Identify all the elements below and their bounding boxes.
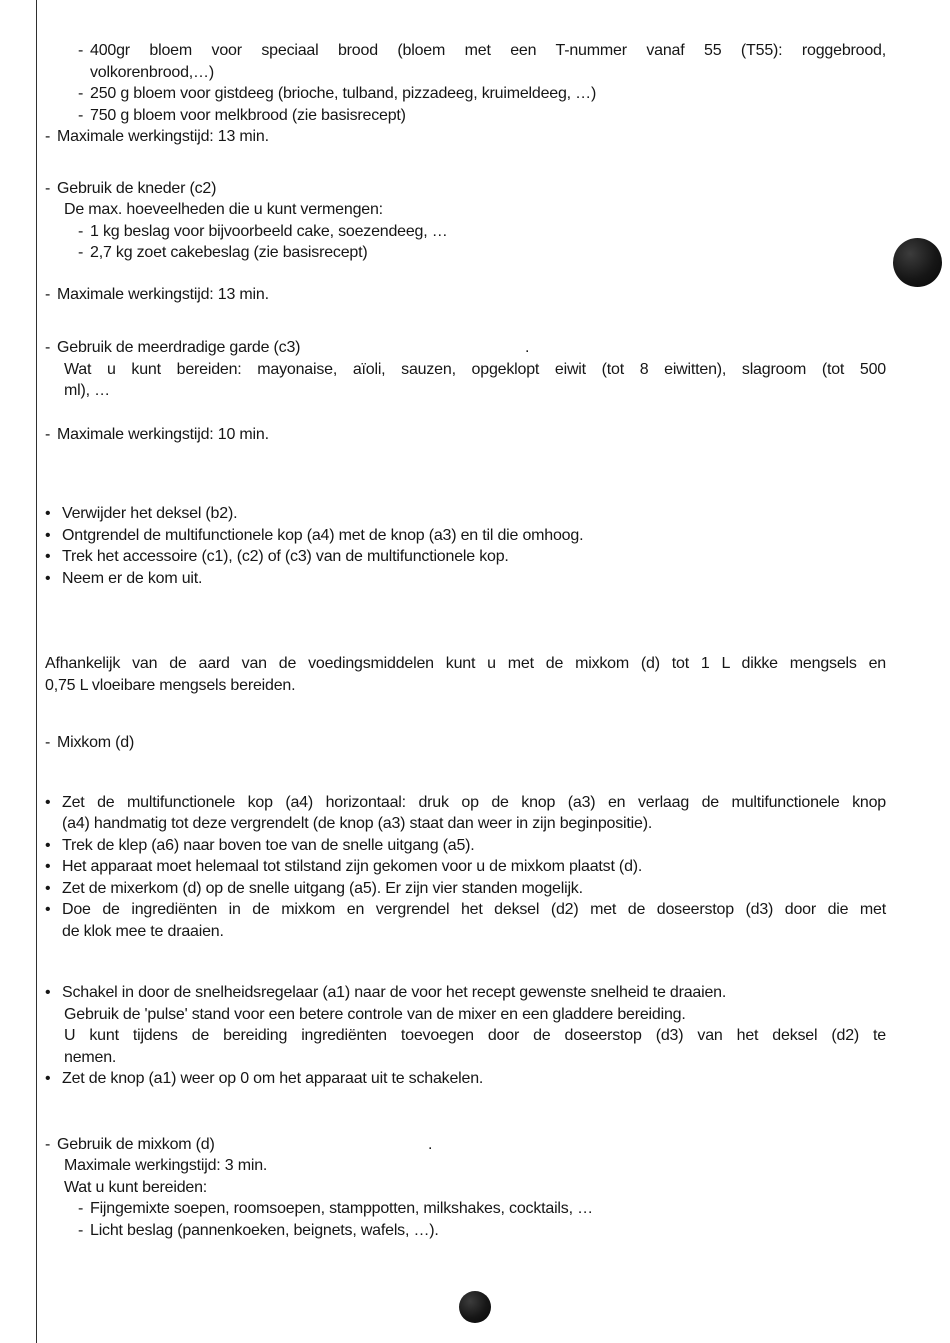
- paragraph-text: Afhankelijk van de aard van de voedingsmiddelen kunt u met de mixkom (d) tot 1 L dikke mengsels en: [45, 655, 886, 672]
- bullet-item: [45, 835, 886, 857]
- dash-marker: -: [45, 128, 51, 145]
- max-time-line: [45, 126, 886, 148]
- list-item-continuation: [90, 62, 886, 84]
- list-item: [78, 105, 886, 127]
- section-kneader: [45, 178, 886, 264]
- bullet-item-text: Doe de ingrediënten in de mixkom en vergrendel het deksel (d2) met de doseerstop (d3) door die met: [62, 901, 886, 918]
- max-time-text: Maximale werkingstijd: 13 min.: [57, 128, 269, 145]
- punch-hole-bottom: [459, 1291, 491, 1323]
- bullet-item: [45, 525, 886, 547]
- bullet-item-text: Zet de knop (a1) weer op 0 om het apparaat uit te schakelen.: [62, 1070, 484, 1087]
- list-item-text: 400gr bloem voor speciaal brood (bloem met een T-nummer vanaf 55 (T55): roggebrood,: [90, 42, 886, 59]
- dash-marker: -: [78, 42, 84, 59]
- bullet-marker: •: [45, 1070, 51, 1087]
- dash-marker: -: [45, 179, 51, 197]
- max-time-text: Maximale werkingstijd: 10 min.: [57, 425, 269, 443]
- bullet-item-text: de klok mee te draaien.: [62, 922, 224, 940]
- bullet-marker: •: [45, 858, 51, 875]
- bullet-marker: •: [45, 548, 51, 565]
- paragraph-line: [64, 359, 886, 381]
- list-item-text: Licht beslag (pannenkoeken, beignets, wafels, …).: [90, 1221, 439, 1239]
- bullet-marker: •: [45, 879, 51, 897]
- max-time-line: [45, 424, 886, 446]
- bullet-item: [45, 856, 886, 878]
- section-whisk-max-time: [45, 424, 886, 446]
- list-item-text: 1 kg beslag voor bijvoorbeeld cake, soezendeeg, …: [90, 222, 448, 240]
- list-item-text: 2,7 kg zoet cakebeslag (zie basisrecept): [90, 244, 368, 261]
- section-flour-quantities: [45, 40, 886, 148]
- dash-marker: -: [45, 1135, 51, 1153]
- bullet-item-text: Ontgrendel de multifunctionele kop (a4) met de knop (a3) en til die omhoog.: [62, 526, 584, 544]
- bullet-item-continuation: [64, 1025, 886, 1047]
- list-item: [78, 40, 886, 62]
- max-time-text: Maximale werkingstijd: 13 min.: [57, 285, 269, 303]
- bullet-item-text: Trek het accessoire (c1), (c2) of (c3) van de multifunctionele kop.: [62, 548, 509, 565]
- subsection-heading: [45, 178, 886, 200]
- section-blender-operation-steps: [45, 982, 886, 1090]
- section-kneader-max-time: [45, 284, 886, 306]
- list-item: [78, 1198, 886, 1220]
- list-item: [78, 1220, 886, 1242]
- bullet-item-continuation: [62, 813, 886, 835]
- dash-marker: -: [78, 1200, 84, 1217]
- subsection-heading-text: Mixkom (d): [57, 734, 135, 751]
- list-item-text: volkorenbrood,…): [90, 63, 214, 81]
- paragraph-line: [64, 380, 886, 402]
- section-blender-usage: [45, 1134, 886, 1242]
- bullet-marker: •: [45, 569, 51, 587]
- bullet-marker: •: [45, 505, 51, 522]
- dash-marker: -: [78, 85, 84, 102]
- dash-marker: -: [45, 285, 51, 303]
- bullet-item-text: Trek de klep (a6) naar boven toe van de snelle uitgang (a5).: [62, 836, 475, 854]
- list-item-text: 250 g bloem voor gistdeeg (brioche, tulband, pizzadeeg, kruimeldeeg, …): [90, 85, 597, 102]
- bullet-marker: •: [45, 901, 51, 918]
- dash-marker: -: [78, 244, 84, 261]
- dash-marker: -: [78, 1221, 84, 1239]
- paragraph-text: Wat u kunt bereiden:: [64, 1178, 208, 1196]
- subsection-heading: [45, 1134, 886, 1156]
- bullet-item-continuation: [64, 1047, 886, 1069]
- list-item-text: 750 g bloem voor melkbrood (zie basisrecept): [90, 106, 406, 124]
- section-blender-heading: [45, 732, 886, 754]
- bullet-item-text: nemen.: [64, 1048, 117, 1066]
- stray-dot: .: [428, 1135, 433, 1153]
- section-blender-intro: [45, 653, 886, 696]
- bullet-item-text: Het apparaat moet helemaal tot stilstand zijn gekomen voor u de mixkom plaatst (d).: [62, 858, 643, 875]
- bullet-item: [45, 568, 886, 590]
- page-content: [45, 40, 886, 1241]
- subsection-heading-text: Gebruik de kneder (c2): [57, 179, 217, 197]
- dash-marker: -: [78, 222, 84, 240]
- bullet-item: [45, 899, 886, 921]
- bullet-marker: •: [45, 526, 51, 544]
- dash-marker: -: [45, 339, 51, 356]
- list-item-text: Fijngemixte soepen, roomsoepen, stamppotten, milkshakes, cocktails, …: [90, 1200, 593, 1217]
- bullet-item: [45, 792, 886, 814]
- paragraph-line: [45, 653, 886, 675]
- paragraph-text: Maximale werkingstijd: 3 min.: [64, 1157, 268, 1174]
- dash-marker: -: [78, 106, 84, 124]
- paragraph-line: [64, 199, 886, 221]
- paragraph-text: De max. hoeveelheden die u kunt vermengen:: [64, 201, 383, 218]
- dash-marker: -: [45, 734, 51, 751]
- dash-marker: -: [45, 425, 51, 443]
- bullet-item-text: U kunt tijdens de bereiding ingrediënten toevoegen door de doseerstop (d3) van het deksel (d2) te: [64, 1027, 886, 1044]
- bullet-item-text: Verwijder het deksel (b2).: [62, 505, 238, 522]
- subsection-heading: [45, 732, 886, 754]
- subsection-heading-text: Gebruik de meerdradige garde (c3): [57, 339, 301, 356]
- bullet-item-text: Neem er de kom uit.: [62, 569, 203, 587]
- list-item: [78, 83, 886, 105]
- stray-dot: .: [525, 339, 530, 356]
- subsection-heading-text: Gebruik de mixkom (d): [57, 1135, 215, 1153]
- list-item: [78, 242, 886, 264]
- bullet-item: [45, 546, 886, 568]
- bullet-item-text: Gebruik de 'pulse' stand voor een betere controle van de mixer en een gladdere bereiding.: [64, 1005, 686, 1023]
- section-disassembly-steps: [45, 503, 886, 589]
- bullet-marker: •: [45, 793, 51, 811]
- bullet-item: [45, 982, 886, 1004]
- paragraph-line: [64, 1155, 886, 1177]
- bullet-item-text: Schakel in door de snelheidsregelaar (a1) naar de voor het recept gewenste snelheid te draaien.: [62, 984, 727, 1001]
- paragraph-text: Wat u kunt bereiden: mayonaise, aïoli, sauzen, opgeklopt eiwit (tot 8 eiwitten), slagroom (tot 500: [64, 360, 886, 378]
- section-blender-setup-steps: [45, 792, 886, 943]
- punch-hole-right: [893, 238, 942, 287]
- bullet-item: [45, 503, 886, 525]
- paragraph-line: [45, 675, 886, 697]
- bullet-item-continuation: [62, 921, 886, 943]
- paragraph-text: 0,75 L vloeibare mengsels bereiden.: [45, 676, 296, 694]
- bullet-item-text: Zet de mixerkom (d) op de snelle uitgang (a5). Er zijn vier standen mogelijk.: [62, 879, 583, 897]
- section-whisk: [45, 337, 886, 402]
- paragraph-text: ml), …: [64, 382, 110, 399]
- bullet-item-text: (a4) handmatig tot deze vergrendelt (de knop (a3) staat dan weer in zijn beginpositie).: [62, 815, 653, 832]
- bullet-marker: •: [45, 984, 51, 1001]
- paragraph-line: [64, 1177, 886, 1199]
- bullet-item: [45, 1068, 886, 1090]
- bullet-item-continuation: [64, 1004, 886, 1026]
- subsection-heading: [45, 337, 886, 359]
- bullet-marker: •: [45, 836, 51, 854]
- bullet-item-text: Zet de multifunctionele kop (a4) horizontaal: druk op de knop (a3) en verlaag de multifunctionele knop: [62, 793, 886, 811]
- bullet-item: [45, 878, 886, 900]
- list-item: [78, 221, 886, 243]
- max-time-line: [45, 284, 886, 306]
- page-edge-line: [36, 0, 37, 1343]
